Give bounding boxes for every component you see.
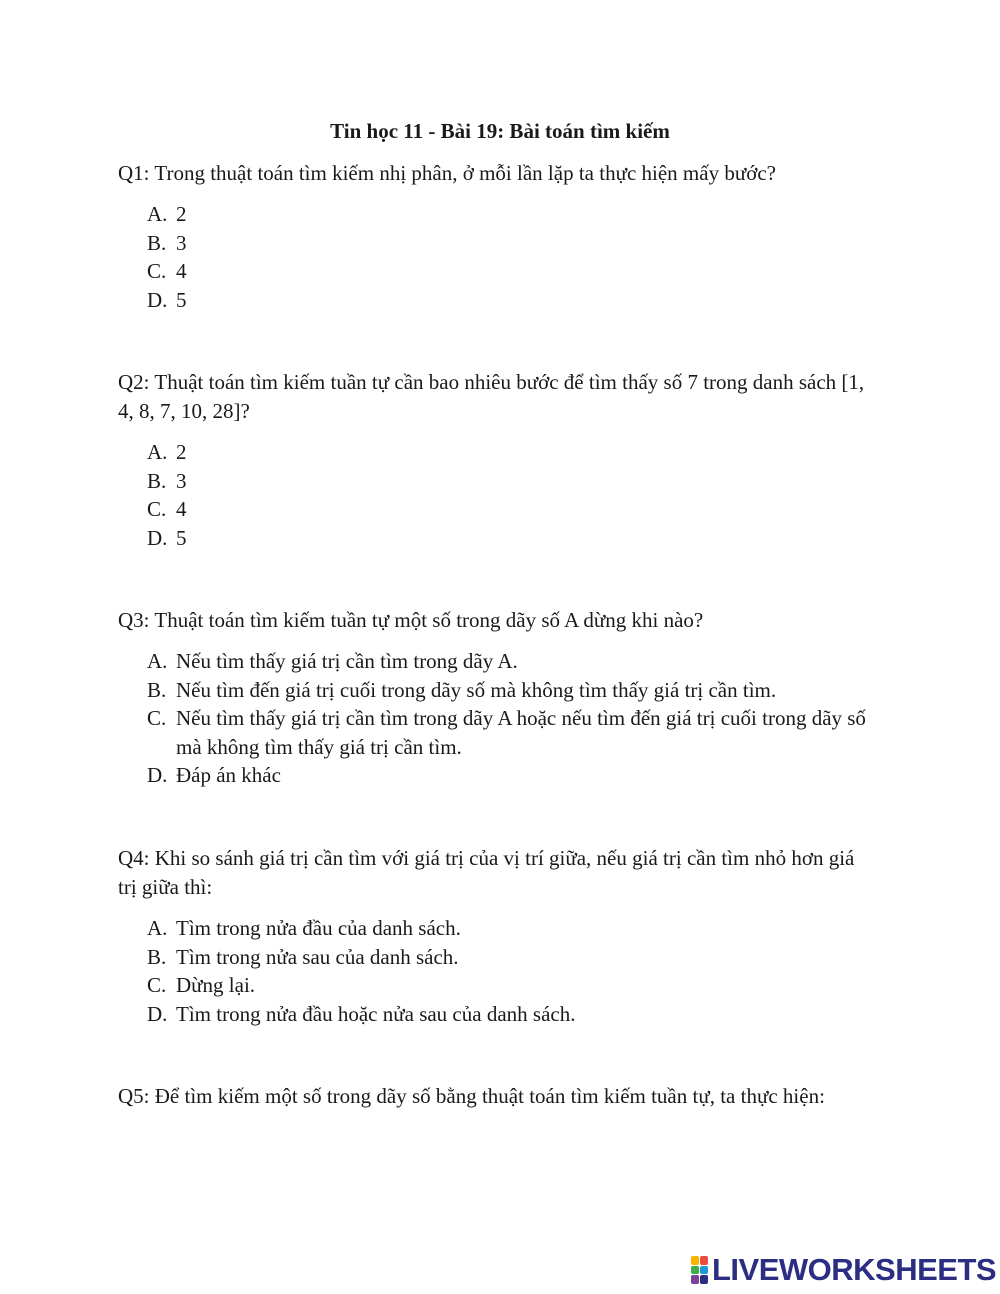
logo-square [691,1275,699,1284]
logo-square [700,1256,708,1265]
option-text: Nếu tìm thấy giá trị cần tìm trong dãy A. [176,649,518,673]
option-q1-d[interactable] [147,286,887,315]
option-text: 2 [176,440,187,464]
option-letter: A. [147,649,168,673]
option-letter: D. [147,763,168,787]
logo-square [700,1266,708,1275]
option-text: 3 [176,468,187,493]
option-q4-d[interactable] [147,1000,887,1029]
option-letter: B. [147,944,167,969]
option-q4-a[interactable] [147,914,887,943]
option-q2-a[interactable] [147,438,887,467]
option-q3-d[interactable] [147,761,887,790]
option-letter: A. [147,440,168,464]
option-letter: B. [147,677,167,702]
option-letter: D. [147,287,168,312]
option-letter: A. [147,916,168,940]
option-text: Nếu tìm thấy giá trị cần tìm trong dãy A hoặc nếu tìm đến giá trị cuối trong dãy số mà không tìm thấy giá trị cần tìm. [176,706,866,759]
logo-grid-icon [691,1256,708,1284]
option-q3-c[interactable] [147,704,887,761]
option-q3-a[interactable] [147,647,887,676]
option-text: 5 [176,525,187,550]
question-2: Q2: Thuật toán tìm kiếm tuần tự cần bao nhiêu bước để tìm thấy số 7 trong danh sách [1, 4, 8, 7, 10, 28]? [118,370,865,423]
question-1-options [147,200,887,314]
option-text: 5 [176,287,187,312]
option-q1-c[interactable] [147,257,887,286]
page-title: Tin học 11 - Bài 19: Bài toán tìm kiếm [330,119,670,143]
option-letter: C. [147,706,167,730]
option-text: 3 [176,230,187,255]
option-letter: D. [147,1001,168,1026]
option-text: 4 [176,259,187,283]
logo-square [691,1266,699,1275]
option-letter: C. [147,259,167,283]
question-2-options [147,438,887,552]
option-letter: B. [147,230,167,255]
logo-square [700,1275,708,1284]
option-q4-c[interactable] [147,971,887,1000]
question-4: Q4: Khi so sánh giá trị cần tìm với giá trị của vị trí giữa, nếu giá trị cần tìm nhỏ hơn giá trị giữa thì: [118,846,855,899]
option-q1-a[interactable] [147,200,887,229]
question-3: Q3: Thuật toán tìm kiếm tuần tự một số trong dãy số A dừng khi nào? [118,608,704,632]
option-q2-b[interactable] [147,467,887,496]
liveworksheets-logo [691,1253,996,1287]
question-1: Q1: Trong thuật toán tìm kiếm nhị phân, ở mỗi lần lặp ta thực hiện mấy bước? [118,161,776,185]
logo-text: LIVEWORKSHEETS [712,1252,997,1287]
option-q1-b[interactable] [147,229,887,258]
option-letter: A. [147,202,168,226]
question-3-options [147,647,887,790]
option-text: Tìm trong nửa đầu của danh sách. [176,916,461,940]
logo-square [691,1256,699,1265]
option-q2-d[interactable] [147,524,887,553]
question-4-options [147,914,887,1028]
option-text: Dừng lại. [176,973,256,997]
option-letter: D. [147,525,168,550]
question-5: Q5: Để tìm kiếm một số trong dãy số bằng thuật toán tìm kiếm tuần tự, ta thực hiện: [118,1084,825,1108]
option-letter: B. [147,468,167,493]
option-text: Nếu tìm đến giá trị cuối trong dãy số mà không tìm thấy giá trị cần tìm. [176,677,777,702]
option-q3-b[interactable] [147,676,887,705]
option-text: 2 [176,202,187,226]
option-letter: C. [147,973,167,997]
option-text: 4 [176,497,187,521]
option-q2-c[interactable] [147,495,887,524]
option-q4-b[interactable] [147,943,887,972]
option-text: Tìm trong nửa sau của danh sách. [176,944,459,969]
option-text: Đáp án khác [176,763,281,787]
option-text: Tìm trong nửa đầu hoặc nửa sau của danh sách. [176,1001,576,1026]
option-letter: C. [147,497,167,521]
